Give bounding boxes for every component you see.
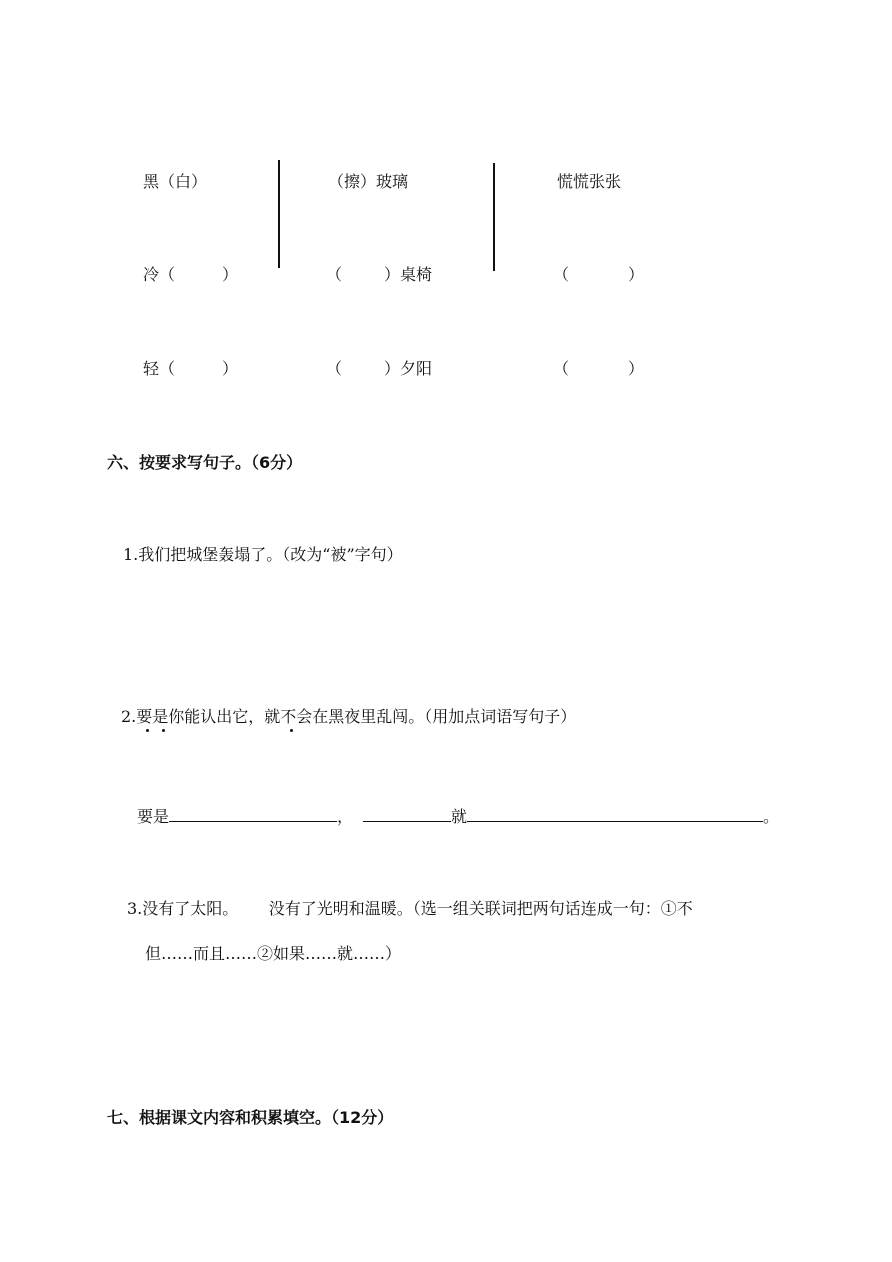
cell-col3-row2-open: （ [553, 265, 570, 284]
emphasis-dot-2 [162, 729, 165, 732]
cell-col3-row3-open: （ [553, 359, 570, 378]
question-6-3-line-1: 3.没有了太阳。 没有了光明和温暖。（选一组关联词把两句话连成一句：①不 [127, 899, 693, 918]
cell-huanghuang: 慌慌张张 [557, 172, 622, 191]
emphasis-dot-1 [146, 729, 149, 732]
cell-qing-prefix: 轻（ [143, 359, 176, 378]
fill-jiu: 就 [451, 807, 468, 826]
cell-xiyang: ）夕阳 [384, 359, 433, 378]
question-6-2: 2.要是你能认出它，就不会在黑夜里乱闯。（用加点词语写句子） [121, 707, 577, 726]
question-6-3-line-2: 但……而且……②如果……就……） [145, 944, 402, 963]
cell-qing-close: ） [222, 359, 239, 378]
cell-hei-bai: 黑（白） [143, 172, 208, 191]
blank-3[interactable] [467, 805, 763, 822]
question-6-1: 1.我们把城堡轰塌了。（改为“被”字句） [123, 545, 403, 564]
cell-zhuoyi: ）桌椅 [384, 265, 433, 284]
emphasis-dot-3 [290, 729, 293, 732]
cell-zhuoyi-open: （ [326, 265, 343, 284]
blank-1[interactable] [169, 805, 337, 822]
divider-2 [493, 163, 495, 271]
fill-period: 。 [763, 807, 780, 826]
blank-2[interactable] [363, 805, 451, 822]
cell-ca-boli: （擦）玻璃 [328, 172, 409, 191]
fill-comma: ， [337, 807, 354, 826]
cell-leng-close: ） [222, 265, 239, 284]
cell-leng-prefix: 冷（ [143, 265, 176, 284]
fill-in-line [137, 805, 779, 827]
section-7-heading: 七、根据课文内容和积累填空。（12分） [107, 1108, 394, 1127]
fill-prefix-yaoshi: 要是 [137, 807, 170, 826]
cell-col3-row3-close: ） [628, 359, 645, 378]
cell-col3-row2-close: ） [628, 265, 645, 284]
cell-xiyang-open: （ [326, 359, 343, 378]
divider-1 [278, 160, 280, 268]
section-6-heading: 六、按要求写句子。（6分） [107, 453, 303, 472]
